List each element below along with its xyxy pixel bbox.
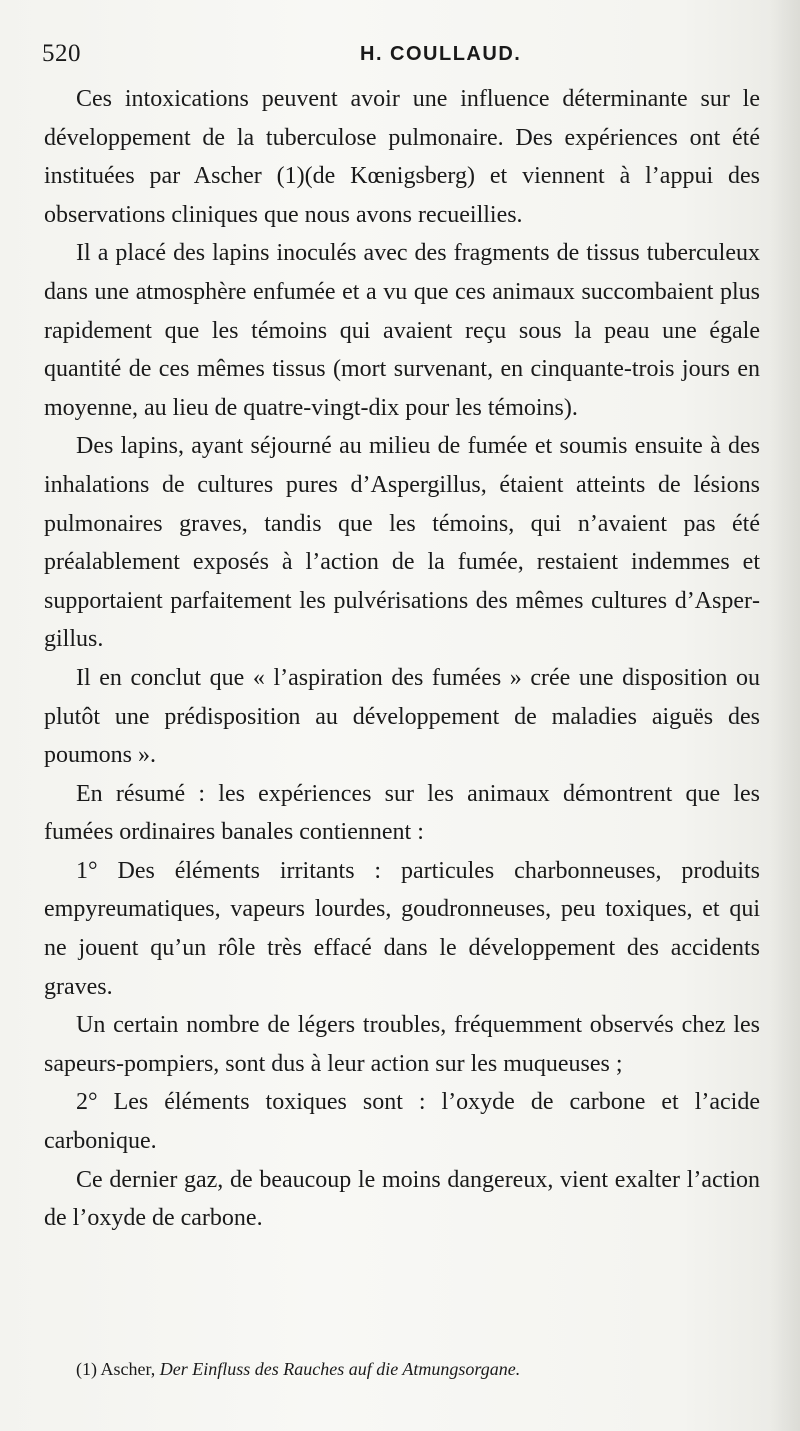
page-number: 520 — [42, 40, 81, 67]
paragraph: Un certain nombre de légers troubles, fréquemment observés chez les sapeurs-pompiers, sont dus à leur action sur les muqueuses ; — [44, 1012, 760, 1077]
paragraph: Il en conclut que « l’aspiration des fumées » crée une disposition ou plutôt une prédisposition au développement de maladies aiguës des poumons ». — [44, 664, 760, 769]
footnote — [76, 1357, 756, 1381]
footnote-title: Der Einfluss des Rauches auf die Atmungsorgane. — [159, 1359, 521, 1379]
paper-edge-shading — [770, 0, 800, 1431]
body-text — [44, 80, 760, 1238]
paragraph: Des lapins, ayant séjourné au milieu de fumée et soumis ensuite à des inhalations de cultures pures d’Aspergillus, étaient atteints de lésions pulmonaires graves, tandis que les témoins, qui n’avaient pas été préalablement exposés à l’action de la fumée, restaient indemmes et supportaient parfaitement les pulvérisations des mêmes cultures d’Aspergillus. — [44, 433, 760, 653]
paragraph: Ces intoxications peuvent avoir une influence déterminante sur le développement de la tuberculose pulmonaire. Des expériences ont été instituées par Ascher (1)(de Kœnigsberg) et viennent à l’appui des observations cliniques que nous avons recueillies. — [44, 86, 760, 228]
paragraph: Il a placé des lapins inoculés avec des fragments de tissus tuberculeux dans une atmosphère enfumée et a vu que ces animaux succombaient plus rapidement que les témoins qui avaient reçu sous la peau une égale quantité de ces mêmes tissus (mort survenant, en cinquante-trois jours en moyenne, au lieu de quatre-vingt-dix pour les témoins). — [44, 240, 760, 421]
paragraph: Ce dernier gaz, de beaucoup le moins dangereux, vient exalter l’action de l’oxyde de carbone. — [44, 1166, 760, 1232]
paragraph: 1° Des éléments irritants : particules charbonneuses, produits empyreumatiques, vapeurs lourdes, goudronneuses, peu toxiques, et qui ne jouent qu’un rôle très effacé dans le développement des accidents graves. — [44, 857, 760, 1000]
footnote-marker: (1) Ascher, — [76, 1359, 156, 1379]
running-head: H. COULLAUD. — [360, 43, 522, 65]
page-header — [42, 40, 758, 74]
paragraph: En résumé : les expériences sur les animaux démontrent que les fumées ordinaires banales contiennent : — [44, 780, 760, 846]
paragraph: 2° Les éléments toxiques sont : l’oxyde de carbone et l’acide carbonique. — [44, 1089, 760, 1155]
